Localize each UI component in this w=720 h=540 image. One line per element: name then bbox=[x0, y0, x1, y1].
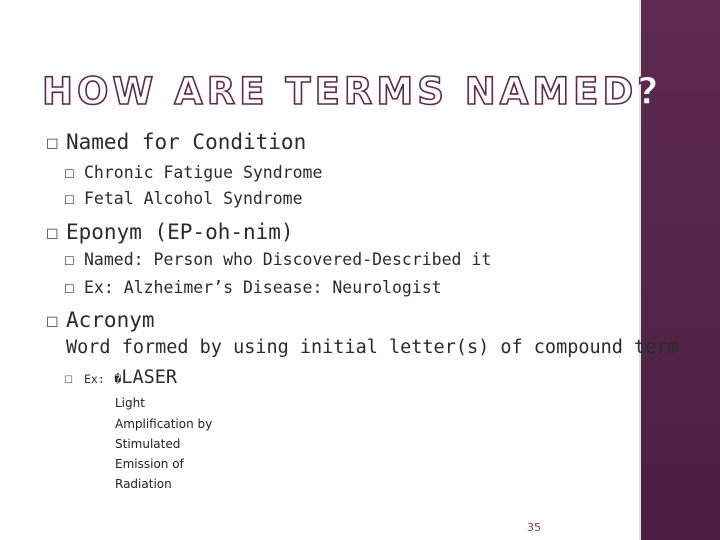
bullet-icon: ☐ bbox=[64, 193, 75, 207]
bullet-icon: ☐ bbox=[46, 227, 59, 243]
sub-bullet-fetal-alcohol bbox=[64, 189, 303, 208]
bullet-eponym bbox=[46, 220, 294, 244]
substitute-glyph: � bbox=[114, 372, 122, 386]
expansion-line: Radiation bbox=[115, 477, 172, 491]
expansion-line: Stimulated bbox=[115, 437, 181, 451]
bullet-icon: ☐ bbox=[64, 375, 73, 386]
slide-title: HOW ARE TERMS NAMED? bbox=[42, 70, 663, 113]
acronym-definition: Word formed by using initial letter(s) of compound term bbox=[66, 337, 679, 358]
example-label: Ex: bbox=[84, 372, 105, 386]
bullet-icon: ☐ bbox=[64, 254, 75, 268]
bullet-icon: ☐ bbox=[46, 137, 59, 153]
expansion-line: Emission of bbox=[115, 457, 184, 471]
bullet-label: Eponym (EP-oh-nim) bbox=[66, 220, 294, 244]
bullet-icon: ☐ bbox=[64, 282, 75, 296]
sub-bullet-text: Ex: Alzheimer’s Disease: Neurologist bbox=[84, 278, 442, 297]
bullet-named-for-condition bbox=[46, 130, 306, 154]
sub-bullet-text: Fetal Alcohol Syndrome bbox=[84, 189, 303, 208]
expansion-line: Light bbox=[115, 396, 145, 410]
example-term: LASER bbox=[121, 367, 178, 388]
bullet-icon: ☐ bbox=[64, 167, 75, 181]
sub-bullet-text: Named: Person who Discovered-Described it bbox=[84, 250, 492, 269]
sub-bullet-eponym-example bbox=[64, 278, 442, 297]
sub-bullet-chronic-fatigue bbox=[64, 163, 322, 182]
bullet-label: Acronym bbox=[66, 308, 155, 332]
bullet-label: Named for Condition bbox=[66, 130, 307, 154]
slide-number: 35 bbox=[527, 521, 541, 534]
bullet-acronym bbox=[46, 308, 155, 332]
sub-bullet-text: Chronic Fatigue Syndrome bbox=[84, 163, 323, 182]
acronym-example bbox=[64, 367, 177, 388]
bullet-icon: ☐ bbox=[46, 315, 59, 331]
sub-bullet-eponym-named bbox=[64, 250, 491, 269]
expansion-line: Amplification by bbox=[115, 417, 213, 431]
